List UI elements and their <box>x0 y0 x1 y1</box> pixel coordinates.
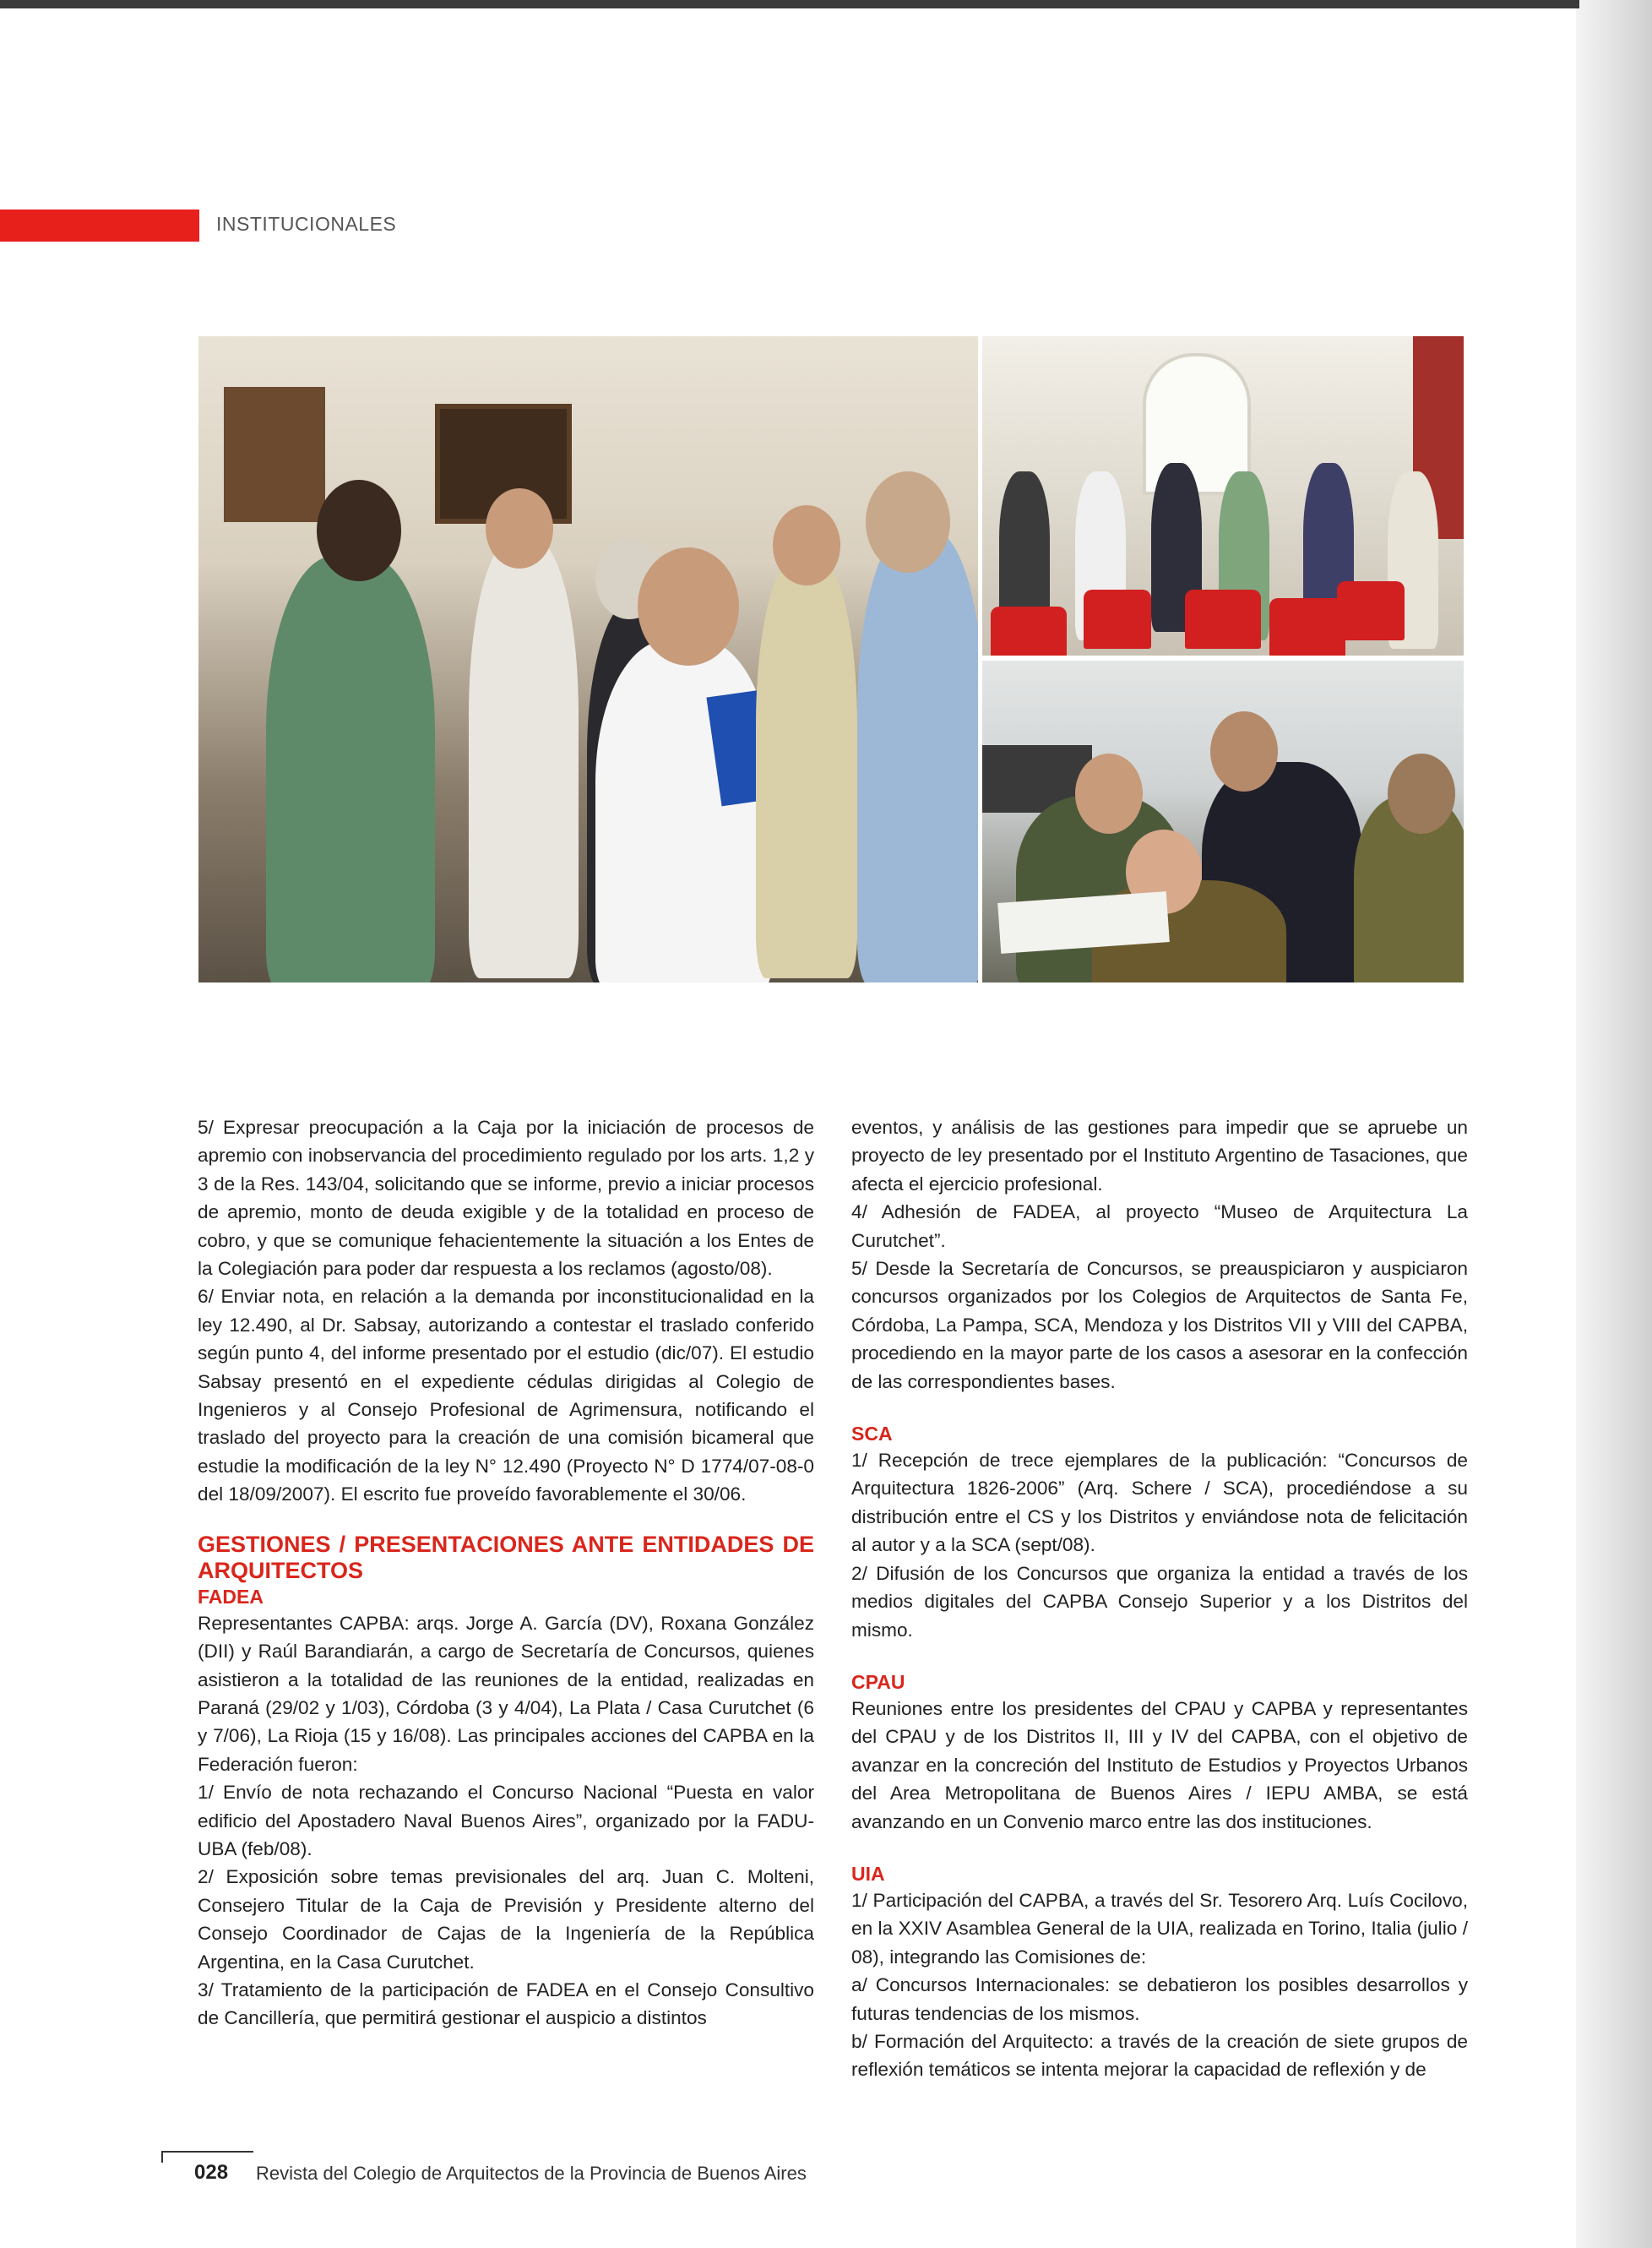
subheading-sca: SCA <box>851 1423 893 1445</box>
paragraph-fadea-5: 5/ Desde la Secretaría de Concursos, se preauspiciaron y auspiciaron concursos organizados por los Colegios de Arquitectos de Santa Fe, Córdoba, La Pampa, SCA, Mendoza y los Distritos VII y VIII del CAPBA, procediendo en la mayor parte de los casos a asesorar en la confección de las correspondientes bases. <box>851 1258 1468 1392</box>
subheading-uia: UIA <box>851 1862 885 1885</box>
section-heading-gestiones: GESTIONES / PRESENTACIONES ANTE ENTIDADES DE ARQUITECTOS <box>198 1531 814 1583</box>
publication-name: Revista del Colegio de Arquitectos de la Provincia de Buenos Aires <box>256 2163 807 2184</box>
text-column-left <box>198 1113 814 2033</box>
paragraph-sca-1: 1/ Recepción de trece ejemplares de la publicación: “Concursos de Arquitectura 1826-2006” (Arq. Schere / SCA), procediéndose a su distribución entre el CS y los Distritos y enviándose nota de felicitación al autor y a la SCA (sept/08). <box>851 1450 1468 1556</box>
paragraph-sca-2: 2/ Difusión de los Concursos que organiza la entidad a través de los medios digitales del CAPBA Consejo Superior y a los Distritos del mismo. <box>851 1562 1468 1641</box>
paragraph-fadea-intro: Representantes CAPBA: arqs. Jorge A. García (DV), Roxana González (DII) y Raúl Barandiarán, a cargo de Secretaría de Concursos, quienes asistieron a la totalidad de las reuniones de la entidad, realizadas en Paraná (29/02 y 1/03), Córdoba (3 y 4/04), La Plata / Casa Curutchet (6 y 7/06), La Rioja (15 y 16/08). Las principales acciones del CAPBA en la Federación fueron: <box>198 1612 814 1775</box>
paragraph-uia-1: 1/ Participación del CAPBA, a través del Sr. Tesorero Arq. Luís Cocilovo, en la XXIV Asamblea General de la UIA, realizada en Torino, Italia (julio / 08), integrando las Comisiones de: <box>851 1889 1468 1968</box>
paragraph-fadea-3: 3/ Tratamiento de la participación de FADEA en el Consejo Consultivo de Cancillería, que permitirá gestionar el auspicio a distintos <box>198 1979 814 2029</box>
paragraph-item-5: 5/ Expresar preocupación a la Caja por la iniciación de procesos de apremio con inobservancia del procedimiento regulado por los arts. 1,2 y 3 de la Res. 143/04, solicitando que se informe, previo a iniciar procesos de apremio, monto de deuda exigible y de la totalidad en proceso de cobro, y que se comunique fehacientemente la situación a los Entes de la Colegiación para poder dar respuesta a los reclamos (agosto/08). <box>198 1117 814 1280</box>
paragraph-fadea-1: 1/ Envío de nota rechazando el Concurso Nacional “Puesta en valor edificio del Apostadero Naval Buenos Aires”, organizado por la FADU-UBA (feb/08). <box>198 1782 814 1859</box>
photo-hall-red-chairs <box>982 336 1464 656</box>
footer-rule <box>161 2151 253 2153</box>
section-label: INSTITUCIONALES <box>216 213 397 235</box>
paragraph-fadea-4: 4/ Adhesión de FADEA, al proyecto “Museo de Arquitectura La Curutchet”. <box>851 1201 1468 1251</box>
page-edge-shadow <box>1576 0 1652 2248</box>
photo-table-meeting <box>982 661 1464 982</box>
paragraph-cpau: Reuniones entre los presidentes del CPAU y CAPBA y representantes del CPAU y de los Distritos II, III y IV del CAPBA, con el objetivo de avanzar en la concreción del Instituto de Estudios y Proyectos Urbanos del Area Metropolitana de Buenos Aires / IEPU AMBA, se está avanzando en un Convenio marco entre las dos instituciones. <box>851 1697 1468 1832</box>
subheading-cpau: CPAU <box>851 1670 905 1693</box>
paragraph-uia-b: b/ Formación del Arquitecto: a través de la creación de siete grupos de reflexión temáticos se intenta mejorar la capacidad de reflexión y de <box>851 2030 1468 2081</box>
subheading-fadea: FADEA <box>198 1585 264 1608</box>
section-accent-bar <box>0 210 199 242</box>
paragraph-fadea-3-cont: eventos, y análisis de las gestiones para impedir que se apruebe un proyecto de ley presentado por el Instituto Argentino de Tasaciones, que afecta el ejercicio profesional. <box>851 1117 1468 1195</box>
photo-meeting-crowd <box>198 336 978 982</box>
top-border <box>0 0 1579 8</box>
paragraph-fadea-2: 2/ Exposición sobre temas previsionales del arq. Juan C. Molteni, Consejero Titular de la Caja de Previsión y Presidente alterno del Consejo Coordinador de Cajas de la Ingeniería de la República Argentina, en la Casa Curutchet. <box>198 1866 814 1973</box>
text-column-right <box>851 1113 1468 2084</box>
footer-rule-tick <box>161 2151 163 2163</box>
page-number: 028 <box>194 2161 229 2184</box>
paragraph-item-6: 6/ Enviar nota, en relación a la demanda por inconstitucionalidad en la ley 12.490, al Dr. Sabsay, autorizando a contestar el traslado conferido según punto 4, del informe presentado por el estudio (dic/07). El estudio Sabsay presentó en el expediente cédulas dirigidas al Colegio de Ingenieros y al Consejo Profesional de Agrimensura, notificando el traslado del proyecto para la creación de una comisión bicameral que estudie la modificación de la ley N° 12.490 (Proyecto N° D 1774/07-08-0 del 18/09/2007). El escrito fue proveído favorablemente el 30/06. <box>198 1286 814 1505</box>
paragraph-uia-a: a/ Concursos Internacionales: se debatieron los posibles desarrollos y futuras tendencias de los mismos. <box>851 1974 1468 2024</box>
